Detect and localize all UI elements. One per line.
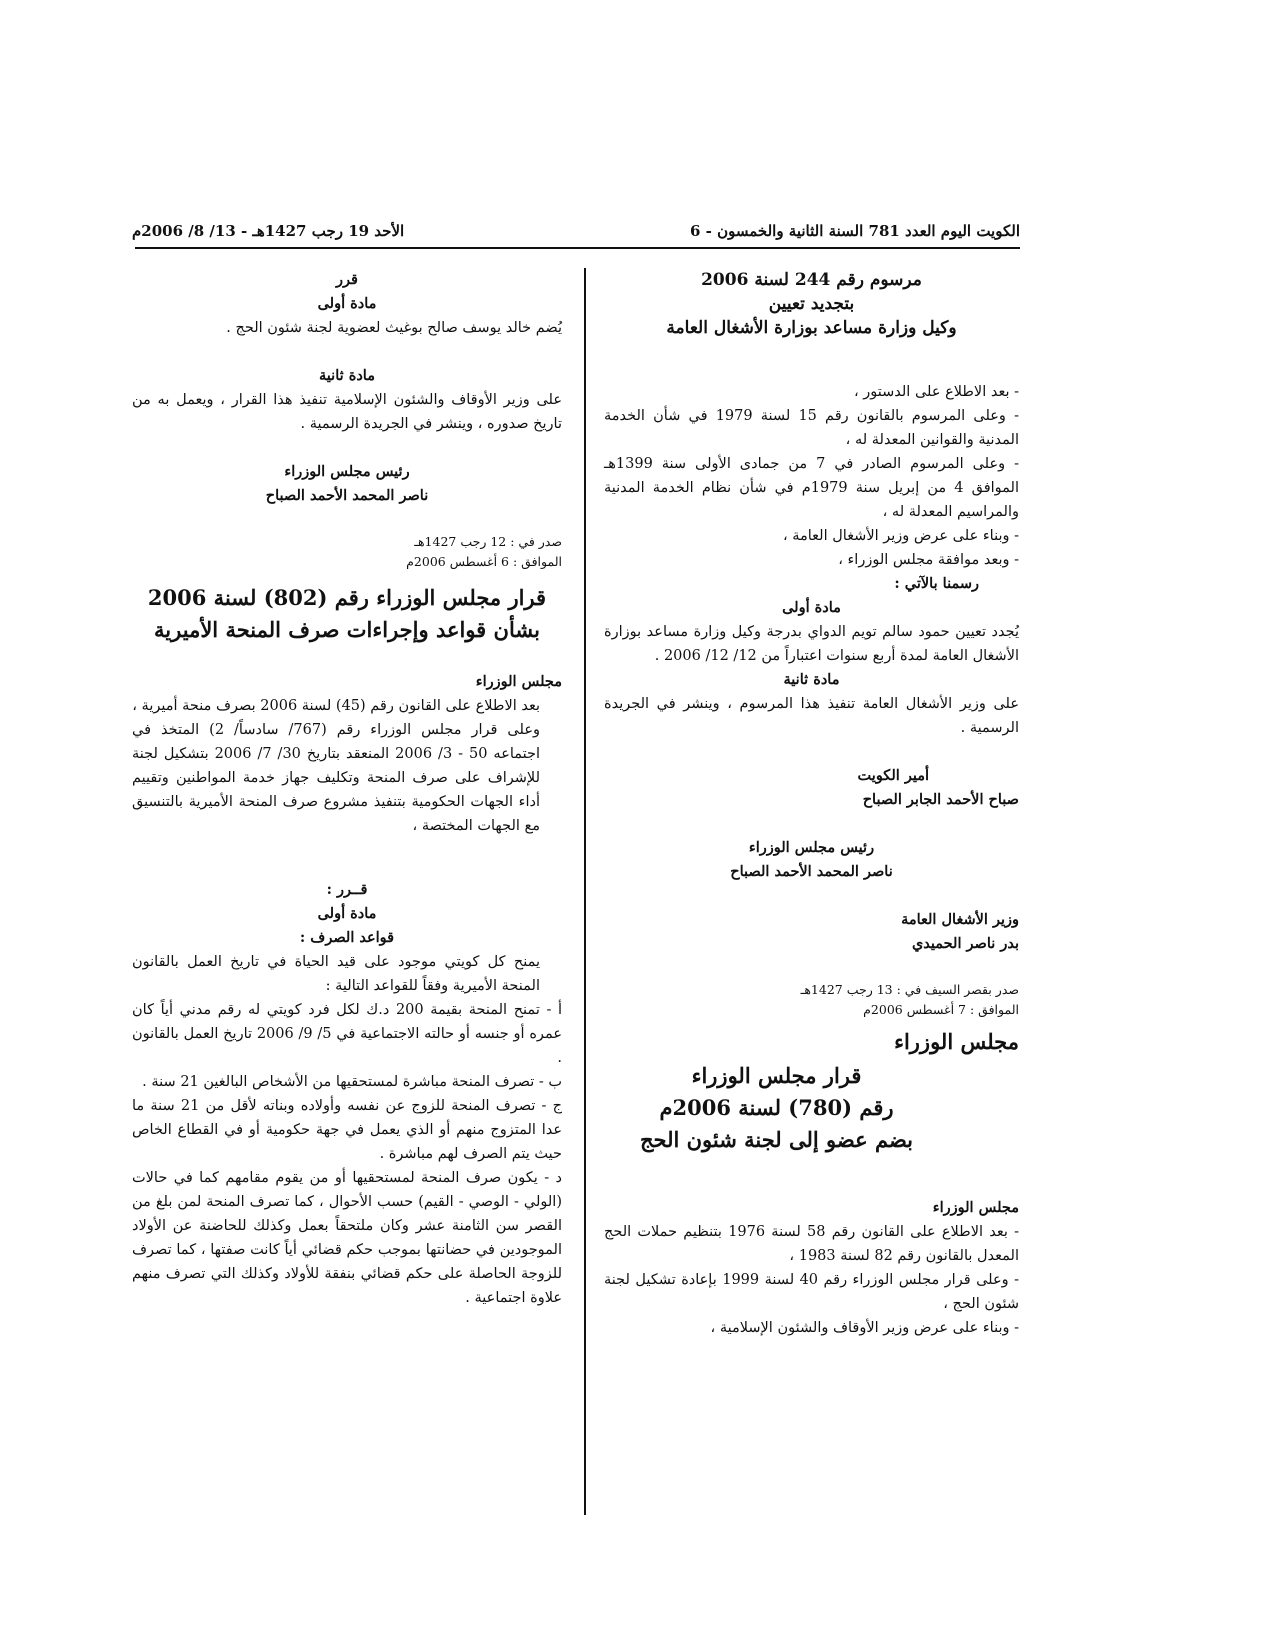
minister-title: وزير الأشغال العامة [901, 911, 1019, 928]
left-column [132, 268, 562, 1310]
resolution-780-title-2: رقم (780) لسنة 2006م [659, 1095, 894, 1120]
decree-article-1-text: يُجدد تعيين حمود سالم تويم الدواي بدرجة وكيل وزارة مساعد بوزارة الأشغال العامة لمدة أربع سنوات اعتباراً من 12/ 12/ 2006 . [604, 624, 1019, 664]
decree-issued-place-date: صدر بقصر السيف في : 13 رجب 1427هـ [800, 982, 1019, 997]
resolution-802-decided: قــرر : [326, 881, 368, 898]
decree-preamble-3: - وعلى المرسوم الصادر في 7 من جمادى الأولى سنة 1399هـ الموافق 4 من إبريل سنة 1979م في شأن نظام الخدمة المدنية والمراسيم المعدلة له ، [604, 456, 1020, 520]
resolution-802-title-1: قرار مجلس الوزراء رقم (802) لسنة 2006 [147, 585, 547, 610]
rule-d: د - يكون صرف المنحة لمستحقيها أو من يقوم مقامهم كما في حالات (الولي - الوصي - القيم) حسب الأحوال ، كما تصرف المنحة لمن بلغ من القصر سن الثامنة عشر وكان ملتحقاً بعمل وكذلك للحاضنة عن الأولاد الموجودين في حضانتها بموجب حكم قضائي أياً كانت صفتها ، كما تصرف للزوجة الحاصلة على حكم قضائي بنفقة للأولاد وكذلك التي تصرف منهم علاوة اجتماعية . [132, 1170, 562, 1306]
resolution-802-preamble-1: بعد الاطلاع على القانون رقم (45) لسنة 2006 بصرف منحة أميرية ، [132, 698, 540, 714]
decree-preamble-2: - وعلى المرسوم بالقانون رقم 15 لسنة 1979 في شأن الخدمة المدنية والقوانين المعدلة له ، [604, 408, 1019, 448]
resolution-802-council-label: مجلس الوزراء [475, 673, 562, 690]
resolution-780-council-label: مجلس الوزراء [932, 1199, 1019, 1216]
resolution-802-title-2: بشأن قواعد وإجراءات صرف المنحة الأميرية [154, 617, 540, 642]
amir-name: صباح الأحمد الجابر الصباح [862, 791, 1019, 808]
rules-intro: يمنح كل كويتي موجود على قيد الحياة في تاريخ العمل بالقانون المنحة الأميرية وفقاً للقواعد التالية : [132, 954, 540, 994]
decree-article-1-heading: مادة أولى [782, 599, 841, 616]
rule-a: أ - تمنح المنحة بقيمة 200 د.ك لكل فرد كويتي له رقم مدني أياً كان عمره أو جنسه أو حالته الاجتماعية في 5/ 9/ 2006 تاريخ العمل بالقانون . [132, 1002, 562, 1066]
decree-article-2-heading: مادة ثانية [783, 671, 840, 688]
decree-issued-gregorian: الموافق : 7 أغسطس 2006م [863, 1002, 1019, 1017]
decree-preamble-5: - وبعد موافقة مجلس الوزراء ، [838, 552, 1019, 568]
decree-preamble-4: - وبناء على عرض وزير الأشغال العامة ، [782, 528, 1019, 544]
header-issue-info: الكويت اليوم العدد 781 السنة الثانية والخمسون - 6 [689, 222, 1020, 240]
resolution-780-preamble-3: - وبناء على عرض وزير الأوقاف والشئون الإسلامية ، [710, 1320, 1019, 1336]
header-date: الأحد 19 رجب 1427هـ - 13/ 8/ 2006م [132, 222, 405, 240]
resolution-780-issued-gregorian: الموافق : 6 أغسطس 2006م [406, 554, 562, 569]
resolution-780-article-2-text: على وزير الأوقاف والشئون الإسلامية تنفيذ هذا القرار ، ويعمل به من تاريخ صدوره ، وينشر في الجريدة الرسمية . [132, 392, 562, 432]
council-section-heading: مجلس الوزراء [894, 1029, 1019, 1054]
resolution-780-issued: صدر في : 12 رجب 1427هـ [414, 534, 562, 549]
resolution-780-article-2-heading: مادة ثانية [319, 367, 375, 384]
rule-c: ج - تصرف المنحة للزوج عن نفسه وأولاده وبناته لأقل من 21 سنة ما عدا المتزوج منهم أو الذي يعمل في جهة حكومية أو في القطاع الخاص حيث يتم الصرف لهم مباشرة . [132, 1098, 563, 1162]
decree-title: مرسوم رقم 244 لسنة 2006 [701, 270, 922, 290]
decree-decreed: رسمنا بالآتي : [894, 575, 979, 592]
right-column [604, 268, 1019, 1340]
resolution-780-article-1-text: يُضم خالد يوسف صالح بوغيث لعضوية لجنة شئون الحج . [226, 320, 562, 336]
decree-subtitle-2: وكيل وزارة مساعد بوزارة الأشغال العامة [666, 318, 957, 338]
pm-name: ناصر المحمد الأحمد الصباح [730, 863, 893, 880]
resolution-780-title-3: بضم عضو إلى لجنة شئون الحج [639, 1127, 913, 1152]
column-divider [584, 268, 586, 1515]
rule-b: ب - تصرف المنحة مباشرة لمستحقيها من الأشخاص البالغين 21 سنة . [142, 1074, 562, 1090]
minister-name: بدر ناصر الحميدي [911, 935, 1019, 952]
resolution-802-article-1-heading: مادة أولى [317, 905, 377, 922]
resolution-780-preamble-2: - وعلى قرار مجلس الوزراء رقم 40 لسنة 1999 بإعادة تشكيل لجنة شئون الحج ، [604, 1272, 1019, 1312]
resolution-780-pm-title: رئيس مجلس الوزراء [284, 463, 410, 480]
resolution-780-pm-name: ناصر المحمد الأحمد الصباح [265, 487, 429, 504]
resolution-780-decided: قرر [336, 271, 358, 288]
header-divider [135, 247, 1020, 249]
decree-article-2-text: على وزير الأشغال العامة تنفيذ هذا المرسوم ، وينشر في الجريدة الرسمية . [604, 696, 1019, 736]
amir-title: أمير الكويت [857, 767, 929, 784]
decree-preamble-1: - بعد الاطلاع على الدستور ، [853, 384, 1019, 400]
resolution-780-title-1: قرار مجلس الوزراء [691, 1063, 862, 1088]
rules-heading: قواعد الصرف : [299, 929, 395, 946]
resolution-802-preamble-2: وعلى قرار مجلس الوزراء رقم (767/ سادساً/ 2) المتخذ في اجتماعه 50 - 3/ 2006 المنعقد بتاريخ 30/ 7/ 2006 بتشكيل لجنة للإشراف على صرف المنحة وتكليف جهاز خدمة المواطنين وتقييم أداء الجهات الحكومية بتنفيذ مشروع صرف المنحة الأميرية بالتنسيق مع الجهات المختصة ، [132, 722, 541, 834]
decree-subtitle-1: بتجديد تعيين [768, 294, 855, 314]
pm-title: رئيس مجلس الوزراء [748, 839, 875, 856]
resolution-780-article-1-heading: مادة أولى [317, 295, 377, 312]
resolution-780-preamble-1: - بعد الاطلاع على القانون رقم 58 لسنة 1976 بتنظيم حملات الحج المعدل بالقانون رقم 82 لسنة 1983 ، [604, 1224, 1019, 1264]
